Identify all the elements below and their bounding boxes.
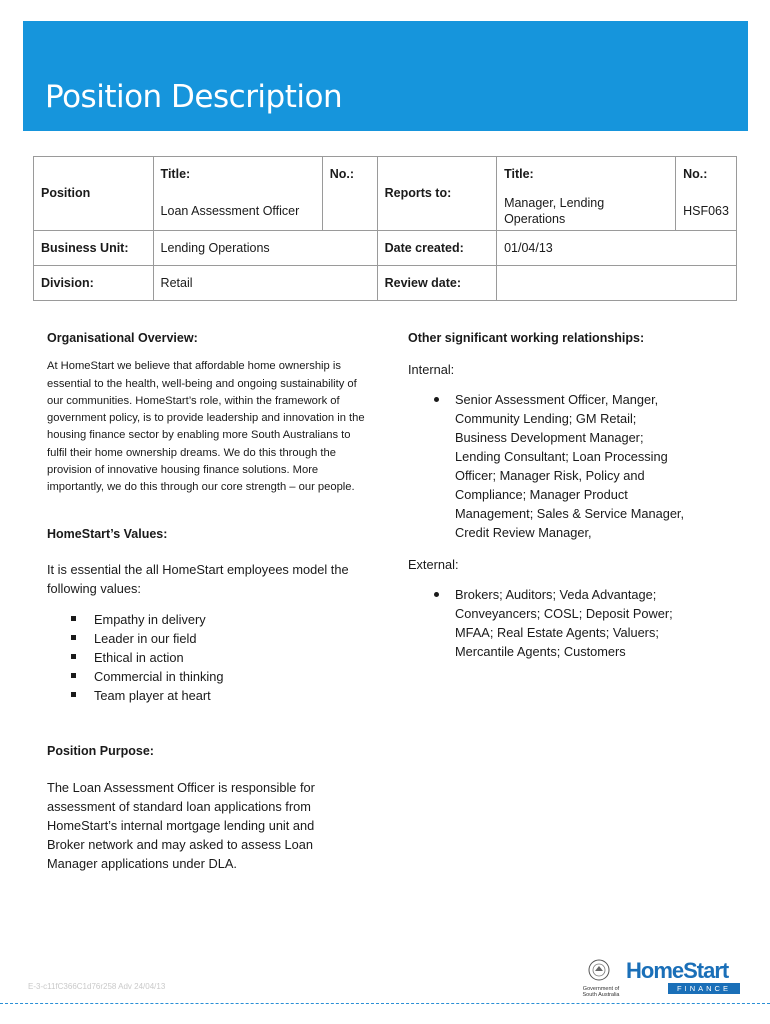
division-value: Retail bbox=[153, 265, 377, 300]
purpose-section bbox=[47, 743, 347, 873]
gov-sa-text: Government of South Australia bbox=[582, 986, 620, 998]
bullet-icon bbox=[434, 592, 439, 597]
list-item: Ethical in action bbox=[47, 648, 367, 667]
internal-list bbox=[408, 390, 688, 542]
position-label: Position bbox=[34, 157, 154, 231]
purpose-heading: Position Purpose: bbox=[47, 744, 154, 758]
list-item: Team player at heart bbox=[47, 686, 367, 705]
position-no bbox=[322, 192, 377, 231]
footer-logos bbox=[578, 958, 743, 998]
no-label: No.: bbox=[322, 157, 377, 192]
footer-code: E-3-c11fC366C1d76r258 Adv 24/04/13 bbox=[28, 982, 166, 991]
gov-sa-crest-icon bbox=[578, 958, 620, 996]
date-created-label: Date created: bbox=[377, 230, 496, 265]
overview-section bbox=[47, 330, 367, 497]
position-title: Loan Assessment Officer bbox=[153, 192, 322, 231]
title-banner bbox=[23, 21, 748, 131]
reports-no-label: No.: bbox=[676, 157, 737, 192]
values-section bbox=[47, 526, 367, 705]
list-item: Empathy in delivery bbox=[47, 610, 367, 629]
square-bullet-icon bbox=[71, 673, 76, 678]
homestart-logo: HomeStart bbox=[626, 958, 729, 983]
list-item: Brokers; Auditors; Veda Advantage; Conveyancers; COSL; Deposit Power; MFAA; Real Estate Agents; Valuers; Mercantile Agents; Customers bbox=[408, 585, 688, 661]
footer-divider bbox=[0, 1003, 770, 1004]
title-label: Title: bbox=[153, 157, 322, 192]
external-list bbox=[408, 585, 688, 661]
relationships-section bbox=[408, 330, 688, 661]
overview-heading: Organisational Overview: bbox=[47, 331, 198, 345]
list-item: Senior Assessment Officer, Manger, Community Lending; GM Retail; Business Development Manager; Lending Consultant; Loan Processing Officer; Manager Risk, Policy and Compliance; Manager Product Management; Sales & Service Manager, Credit Review Manager, bbox=[408, 390, 688, 542]
purpose-text: The Loan Assessment Officer is responsible for assessment of standard loan applications from HomeStart’s internal mortgage lending unit and Broker network and may asked to assess Loan Manager applications under DLA. bbox=[47, 780, 315, 872]
list-item: Leader in our field bbox=[47, 629, 367, 648]
position-info-table bbox=[33, 156, 737, 301]
reports-title: Manager, Lending Operations bbox=[497, 192, 676, 231]
values-list bbox=[47, 610, 367, 705]
review-date-value bbox=[497, 265, 737, 300]
square-bullet-icon bbox=[71, 635, 76, 640]
relationships-heading: Other significant working relationships: bbox=[408, 331, 645, 345]
square-bullet-icon bbox=[71, 616, 76, 621]
date-created-value: 01/04/13 bbox=[497, 230, 737, 265]
business-unit-value: Lending Operations bbox=[153, 230, 377, 265]
list-item: Commercial in thinking bbox=[47, 667, 367, 686]
business-unit-label: Business Unit: bbox=[34, 230, 154, 265]
bullet-icon bbox=[434, 397, 439, 402]
page-title: Position Description bbox=[45, 79, 343, 115]
reports-to-label: Reports to: bbox=[377, 157, 496, 231]
reports-title-label: Title: bbox=[497, 157, 676, 192]
division-label: Division: bbox=[34, 265, 154, 300]
square-bullet-icon bbox=[71, 692, 76, 697]
square-bullet-icon bbox=[71, 654, 76, 659]
values-intro: It is essential the all HomeStart employees model the following values: bbox=[47, 562, 349, 597]
internal-label: Internal: bbox=[408, 362, 455, 378]
external-label: External: bbox=[408, 557, 459, 573]
values-heading: HomeStart’s Values: bbox=[47, 527, 168, 541]
review-date-label: Review date: bbox=[377, 265, 496, 300]
homestart-logo-sub: FINANCE bbox=[668, 983, 740, 994]
overview-text: At HomeStart we believe that affordable home ownership is essential to the health, well-being and ongoing sustainability of our communities. HomeStart’s role, within the framework of government policy, is to provide leadership and innovation in the housing finance sector by enabling more South Australians to fulfil their home ownership dreams. We do this through the provision of innovative housing finance solutions. More importantly, we do this through our core strength – our people. bbox=[47, 360, 365, 494]
reports-no: HSF063 bbox=[676, 192, 737, 231]
